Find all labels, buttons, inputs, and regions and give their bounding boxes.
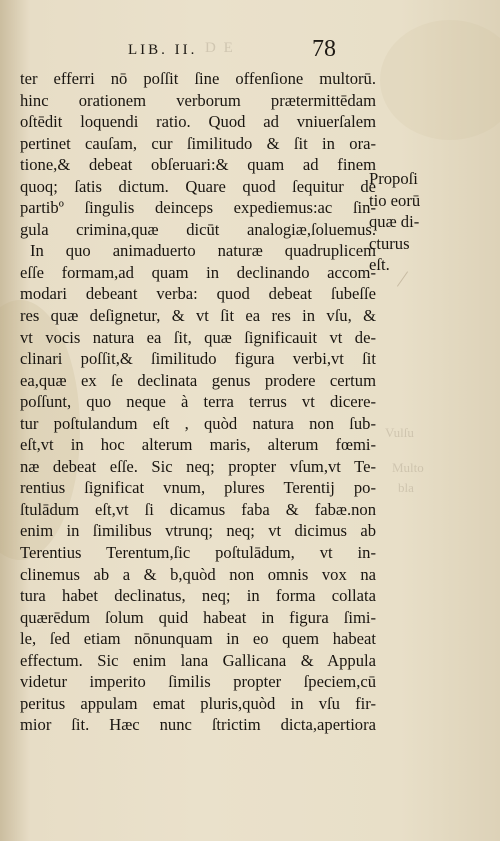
margin-note-line: Propoſi xyxy=(369,169,418,188)
margin-note-line: cturus xyxy=(369,233,410,253)
text-line: oſtēdit loquendi ratio. Quod ad vniuerſalem xyxy=(20,112,376,132)
show-through-text: bla xyxy=(398,480,414,495)
text-line: tione,& debeat obſeruari:& quam ad finem xyxy=(20,155,376,175)
text-line: Terentius Terentum,ſic poſtulādum, vt in- xyxy=(20,543,376,563)
text-line: tur poſtulandum eſt , quòd natura non ſub- xyxy=(20,413,376,433)
text-line: eſt,vt in hoc alterum maris, alterum fœmi- xyxy=(20,435,376,455)
margin-note-line: tio eorū xyxy=(369,190,421,210)
text-line: rentius ſignificat vnum, plures Terentij po- xyxy=(20,478,376,498)
text-line: ea,quæ ex ſe declinata genus prodere certum xyxy=(20,370,376,390)
text-line: le, ſed etiam nōnunquam in eo quem habeat xyxy=(20,629,376,649)
page-number: 78 xyxy=(312,36,336,62)
text-line: eſſe formam,ad quam in declinando accom- xyxy=(20,262,376,282)
text-line: hinc orationem verborum prætermittēdam xyxy=(20,90,376,110)
paper-stain xyxy=(380,20,500,140)
text-line: vt vocis natura ea ſit, quæ ſignificauit vt de- xyxy=(20,327,376,347)
text-line: modari debeant verba: quod debeat ſubeſſe xyxy=(20,284,376,304)
text-line: partibº ſingulis deinceps expediemus:ac ſin- xyxy=(20,198,376,218)
text-line: pertinet cauſam, cur ſimilitudo & ſit in ora- xyxy=(20,133,376,153)
running-head: LIB. II. xyxy=(128,42,198,58)
text-line: quærēdum ſolum quid habeat in figura ſimi- xyxy=(20,607,376,627)
text-line: ſtulādum eſt,vt ſi dicamus faba & fabæ.non xyxy=(20,499,376,519)
show-through-text: D E xyxy=(205,40,235,56)
text-line: effectum. Sic enim lana Gallicana & Appula xyxy=(20,650,376,670)
text-line: quoq; ſatis dictum. Quare quod ſequitur de xyxy=(20,176,376,196)
text-line: res quæ deſignetur, & vt ſit ea res in vſu, & xyxy=(20,306,376,326)
text-line: næ debeat eſſe. Sic neq; propter vſum,vt Te- xyxy=(20,456,376,476)
text-line: clinemus ab a & b,quòd non omnis vox na xyxy=(20,564,376,584)
text-line: enim in ſimilibus vtrunq; neq; vt dicimus ab xyxy=(20,521,376,541)
text-line: In quo animaduerto naturæ quadruplicem xyxy=(30,241,376,261)
text-line: peritus appulam emat pluris,quòd in vſu fir- xyxy=(20,693,376,713)
page-header xyxy=(0,36,500,70)
text-line: mior ſit. Hæc nunc ſtrictim dicta,apertiora xyxy=(20,715,376,735)
show-through-text: Multo xyxy=(392,460,424,475)
text-line: gula crimina,quæ dicūt analogiæ,ſoluemus. xyxy=(20,219,376,239)
marginal-note xyxy=(369,168,420,276)
text-line: poſſunt, quo neque à terra terrus vt dicere- xyxy=(20,392,376,412)
main-text-column xyxy=(20,68,376,736)
show-through-text: Vulſu xyxy=(385,425,414,440)
text-line: ter efferri nō poſſit ſine offenſione multorū. xyxy=(20,69,376,88)
margin-note-line: quæ di- xyxy=(369,212,420,232)
text-line: clinari poſſit,& ſimilitudo figura verbi,vt ſit xyxy=(20,349,376,369)
text-line: tura habet declinatus, neq; in forma collata xyxy=(20,586,376,606)
text-line: videtur imperito ſimilis propter ſpeciem,cū xyxy=(20,672,376,692)
margin-note-line: eſt. xyxy=(369,255,390,275)
